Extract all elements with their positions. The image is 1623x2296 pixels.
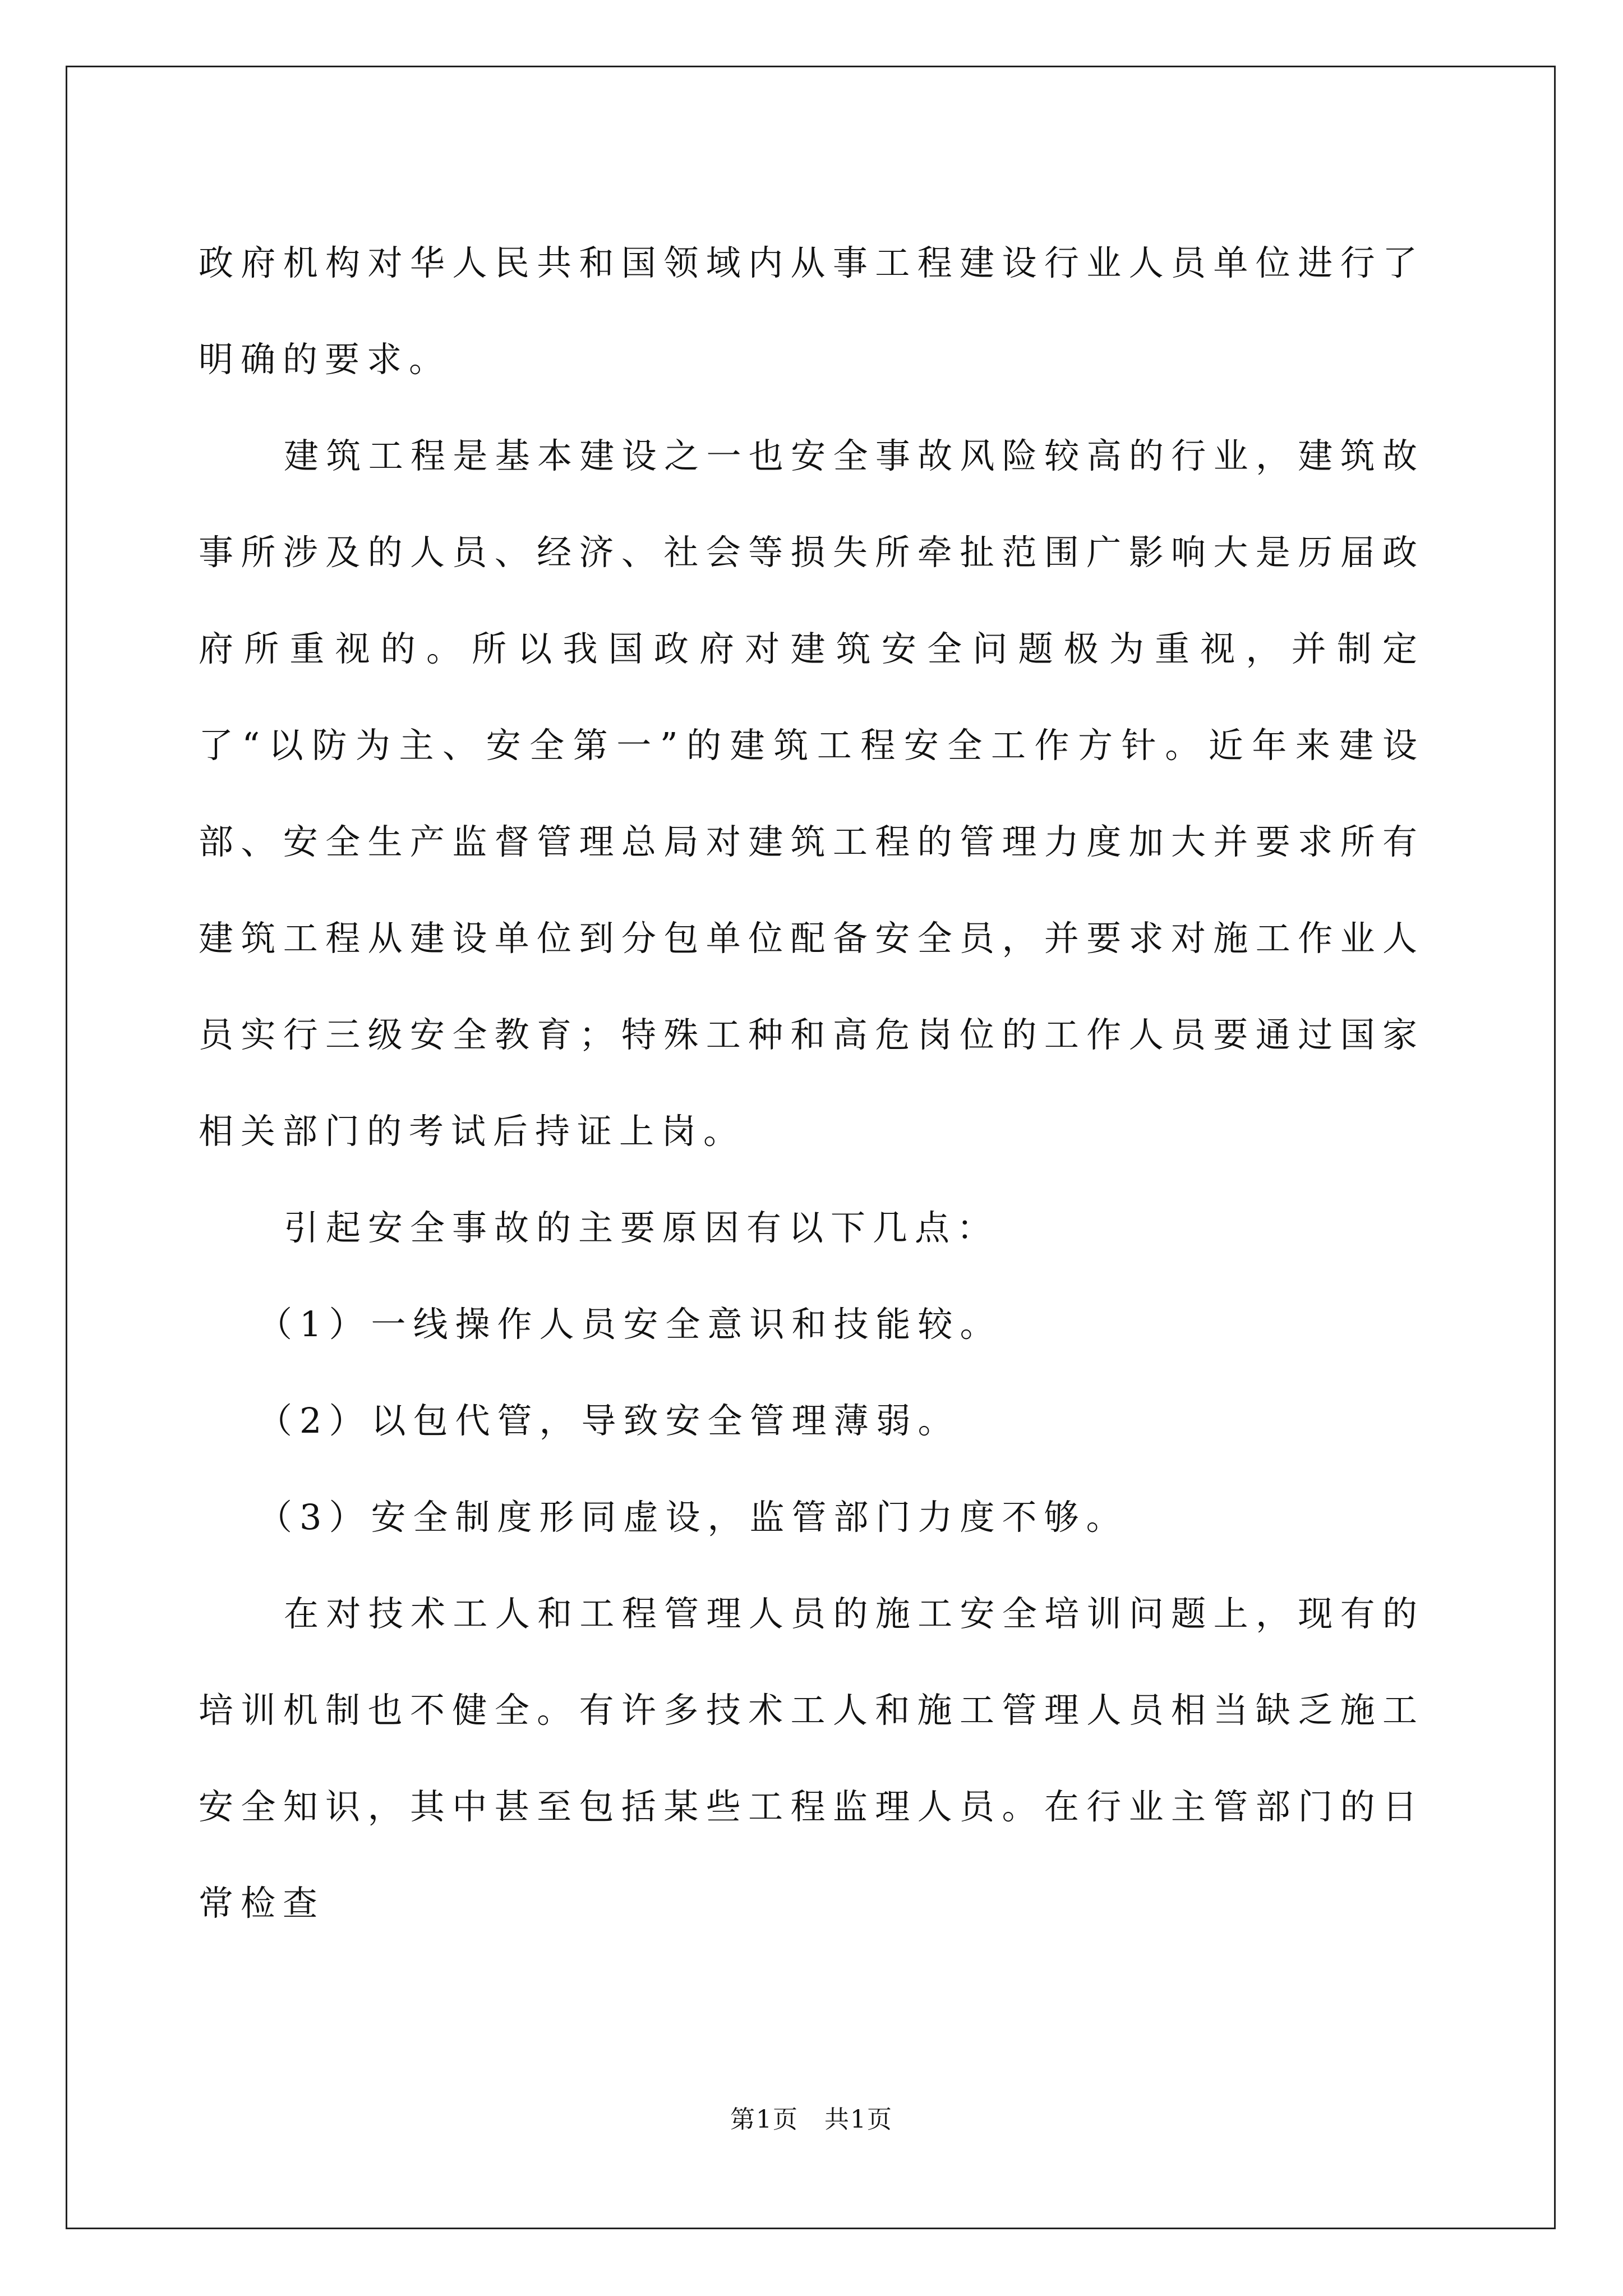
page-footer <box>0 2099 1623 2135</box>
list-item-2: （2）以包代管，导致安全管理薄弱。 <box>257 1400 960 1441</box>
paragraph-intro: 政府机构对华人民共和国领域内从事工程建设行业人员单位进行了明确的要求。 <box>199 242 1424 380</box>
paragraph-construction-safety: 建筑工程是基本建设之一也安全事故风险较高的行业，建筑故事所涉及的人员、经济、社会等损失所牵扯范围广影响大是历届政府所重视的。所以我国政府对建筑安全问题极为重视，并制定了“以防为主、安全第一”的建筑工程安全工作方针。近年来建设部、安全生产监督管理总局对建筑工程的管理力度加大并要求所有建筑工程从建设单位到分包单位配备安全员，并要求对施工作业人员实行三级安全教育；特殊工种和高危岗位的工作人员要通过国家相关部门的考试后持证上岗。 <box>199 435 1424 1152</box>
paragraph-training: 在对技术工人和工程管理人员的施工安全培训问题上，现有的培训机制也不健全。有许多技术工人和施工管理人员相当缺乏施工安全知识，其中甚至包括某些工程监理人员。在行业主管部门的日常检查 <box>199 1593 1424 1924</box>
list-item-3: （3）安全制度形同虚设，监管部门力度不够。 <box>257 1497 1128 1538</box>
document-body <box>199 215 1424 1952</box>
page-number-label: 第1页 共1页 <box>730 2105 893 2134</box>
paragraph-causes-heading: 引起安全事故的主要原因有以下几点： <box>284 1207 999 1248</box>
list-item-1: （1）一线操作人员安全意识和技能较。 <box>257 1304 1002 1345</box>
